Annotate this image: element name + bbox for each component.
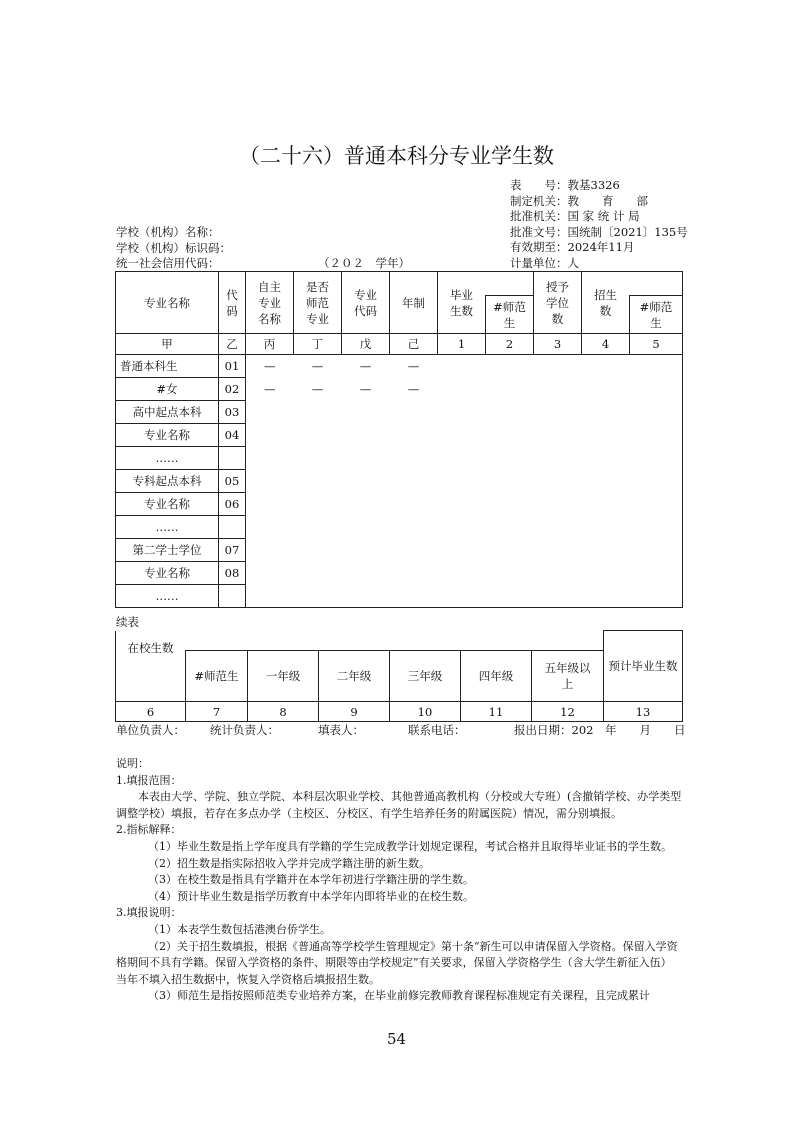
table-row bbox=[116, 378, 683, 401]
data-cell bbox=[438, 493, 486, 516]
major-name-cell: …… bbox=[116, 516, 219, 539]
header-cell: #师范生 bbox=[186, 651, 248, 702]
table-row bbox=[116, 539, 683, 562]
header-row bbox=[116, 272, 683, 296]
header-cell bbox=[116, 640, 186, 702]
data-cell bbox=[390, 470, 438, 493]
data-cell bbox=[582, 585, 630, 608]
index-cell: 2 bbox=[486, 334, 534, 355]
code-cell: 07 bbox=[219, 539, 246, 562]
instruction-paragraph: 3.填报说明： bbox=[116, 906, 182, 920]
table-row bbox=[116, 401, 683, 424]
data-cell bbox=[534, 401, 582, 424]
table-row bbox=[116, 562, 683, 585]
data-cell bbox=[438, 401, 486, 424]
data-cell bbox=[438, 378, 486, 401]
header-cell: 一年级 bbox=[248, 651, 319, 702]
enrollment-table bbox=[115, 630, 683, 722]
header-blank bbox=[486, 272, 534, 296]
data-cell bbox=[486, 493, 534, 516]
instruction-paragraph: （1）毕业生数是指上学年度具有学籍的学生完成教学计划规定课程，考试合格并且取得毕业证书的学生数。 bbox=[148, 839, 672, 853]
major-name-cell: 专业名称 bbox=[116, 562, 219, 585]
header-text-line: 毕业 bbox=[450, 287, 473, 302]
data-cell bbox=[582, 539, 630, 562]
data-cell: — bbox=[311, 359, 324, 374]
code-cell: 08 bbox=[219, 562, 246, 585]
data-cell bbox=[534, 447, 582, 470]
data-cell bbox=[582, 493, 630, 516]
index-cell: 4 bbox=[582, 334, 630, 355]
header-text-line: 招生 bbox=[594, 287, 617, 302]
index-cell: 己 bbox=[390, 334, 438, 355]
instruction-paragraph: （3）师范生是指按照师范类专业培养方案，在毕业前修完教师教育课程标准规定有关课程，且完成累计 bbox=[148, 989, 650, 1003]
index-cell: 11 bbox=[461, 702, 532, 722]
data-cell bbox=[246, 447, 294, 470]
header-cell bbox=[582, 272, 630, 334]
data-cell bbox=[486, 516, 534, 539]
header-text-line: 生 bbox=[503, 315, 516, 330]
data-cell bbox=[246, 585, 294, 608]
data-cell bbox=[390, 424, 438, 447]
instruction-paragraph: （2）招生数是指实际招收入学并完成学籍注册的新生数。 bbox=[148, 856, 430, 870]
header-text-line: 代码 bbox=[354, 303, 377, 318]
credit-code-label: 统一社会信用代码： bbox=[116, 256, 220, 270]
data-cell: — bbox=[311, 382, 324, 396]
data-cell bbox=[294, 562, 342, 585]
data-cell bbox=[438, 562, 486, 585]
table-row bbox=[116, 493, 683, 516]
header-text-line: 数 bbox=[551, 311, 564, 326]
data-cell bbox=[246, 562, 294, 585]
data-cell bbox=[342, 447, 390, 470]
header-row bbox=[116, 631, 683, 651]
table-row bbox=[116, 585, 683, 608]
data-cell bbox=[486, 355, 534, 378]
data-cell bbox=[486, 447, 534, 470]
header-cell bbox=[390, 272, 438, 334]
header-text-line: 生数 bbox=[450, 303, 473, 318]
data-cell bbox=[246, 401, 294, 424]
data-cell bbox=[438, 355, 486, 378]
major-name-cell: 专科起点本科 bbox=[116, 470, 219, 493]
data-cell bbox=[582, 516, 630, 539]
data-cell bbox=[534, 493, 582, 516]
data-cell bbox=[438, 516, 486, 539]
data-cell bbox=[582, 447, 630, 470]
instruction-paragraph: 本表由大学、学院、独立学院、本科层次职业学校、其他普通高教机构（分校或大专班）(含撤销学校、办学类型调整学校）填报，若存在多点办学（主校区、分校区、有学生培养任务的附属医院）情况，需分别填报。 bbox=[116, 790, 682, 820]
major-name-cell: 高中起点本科 bbox=[116, 401, 219, 424]
header-text-line: 授予 bbox=[546, 279, 569, 294]
instructions bbox=[116, 756, 682, 1005]
table-row bbox=[116, 447, 683, 470]
data-cell bbox=[438, 585, 486, 608]
code-cell bbox=[219, 516, 246, 539]
index-row bbox=[116, 702, 683, 722]
major-name-cell: 专业名称 bbox=[116, 424, 219, 447]
header-cell bbox=[534, 272, 582, 334]
data-cell bbox=[342, 401, 390, 424]
index-cell: 1 bbox=[438, 334, 486, 355]
header-blank bbox=[461, 631, 532, 651]
data-cell bbox=[294, 516, 342, 539]
table-row bbox=[116, 355, 683, 378]
data-cell bbox=[486, 539, 534, 562]
header-cell bbox=[630, 296, 683, 334]
header-text-line: 自主 bbox=[258, 279, 281, 294]
data-cell: — bbox=[246, 378, 294, 401]
header-blank bbox=[248, 631, 319, 651]
data-cell bbox=[486, 378, 534, 401]
instruction-paragraph: （1）本表学生数包括港澳台侨学生。 bbox=[148, 922, 331, 936]
data-cell bbox=[630, 493, 683, 516]
data-cell: — bbox=[359, 382, 372, 396]
header-text-line: 年制 bbox=[402, 295, 425, 310]
major-name-cell: 普通本科生 bbox=[116, 355, 219, 378]
data-cell bbox=[438, 424, 486, 447]
maker-agency: 制定机关：教 育 部 bbox=[510, 193, 648, 208]
index-cell: 丙 bbox=[246, 334, 294, 355]
data-cell bbox=[294, 493, 342, 516]
major-name-cell: …… bbox=[116, 585, 219, 608]
header-cell: 五年级以上 bbox=[532, 651, 604, 702]
valid-until: 有效期至：2024年11月 bbox=[510, 240, 635, 254]
data-cell bbox=[294, 424, 342, 447]
data-cell bbox=[246, 516, 294, 539]
index-cell: 12 bbox=[532, 702, 604, 722]
index-cell: 5 bbox=[630, 334, 683, 355]
code-cell: 01 bbox=[219, 355, 246, 378]
data-cell bbox=[342, 585, 390, 608]
index-cell: 乙 bbox=[219, 334, 246, 355]
header-cell: 预计毕业生数 bbox=[604, 631, 683, 702]
major-student-table bbox=[115, 271, 683, 608]
index-cell: 3 bbox=[534, 334, 582, 355]
header-blank bbox=[319, 631, 390, 651]
header-cell bbox=[294, 272, 342, 334]
data-cell: — bbox=[407, 382, 420, 396]
data-cell bbox=[630, 516, 683, 539]
code-cell: 04 bbox=[219, 424, 246, 447]
form-meta-block bbox=[510, 178, 688, 271]
measure-unit: 计量单位：人 bbox=[510, 255, 579, 270]
data-cell bbox=[390, 562, 438, 585]
header-text-line: 师范 bbox=[306, 295, 329, 310]
data-cell bbox=[390, 516, 438, 539]
data-cell bbox=[582, 562, 630, 585]
data-cell bbox=[342, 516, 390, 539]
page-number: 54 bbox=[386, 1030, 407, 1048]
code-cell bbox=[219, 585, 246, 608]
school-code-label: 学校（机构）标识码： bbox=[116, 240, 231, 255]
header-text-line: #师范 bbox=[493, 299, 526, 314]
data-cell bbox=[534, 585, 582, 608]
code-cell: 02 bbox=[219, 378, 246, 401]
data-cell bbox=[486, 562, 534, 585]
school-name-label: 学校（机构）名称： bbox=[116, 225, 220, 239]
data-cell bbox=[582, 378, 630, 401]
data-cell bbox=[630, 424, 683, 447]
page-title: （二十六）普通本科分专业学生数 bbox=[239, 144, 554, 168]
major-name-cell: #女 bbox=[116, 378, 219, 401]
index-cell: 7 bbox=[186, 702, 248, 722]
header-blank bbox=[186, 631, 248, 651]
header-text-line: 生 bbox=[650, 315, 662, 330]
data-cell bbox=[630, 378, 683, 401]
data-cell bbox=[294, 539, 342, 562]
data-cell bbox=[294, 401, 342, 424]
data-cell: — bbox=[246, 355, 294, 378]
data-cell bbox=[390, 585, 438, 608]
data-cell bbox=[486, 470, 534, 493]
index-cell: 6 bbox=[116, 702, 186, 722]
table-number: 表 号：教基3326 bbox=[510, 178, 620, 192]
instruction-paragraph: （2）关于招生数填报，根据《普通高等学校学生管理规定》第十条“新生可以申请保留入学资格。保留入学资格期间不具有学籍。保留入学资格的条件、期限等由学校规定”有关要求，保留入学资格学生（含大学生新征入伍）当年不填入招生数据中，恢复入学资格后填报招生数。 bbox=[116, 939, 678, 986]
header-text-line: 码 bbox=[226, 303, 238, 318]
header-text: 在校生数 bbox=[127, 640, 174, 655]
data-cell bbox=[438, 539, 486, 562]
header-cell: 四年级 bbox=[461, 651, 532, 702]
data-cell bbox=[630, 562, 683, 585]
index-cell: 9 bbox=[319, 702, 390, 722]
data-cell bbox=[630, 470, 683, 493]
index-cell: 甲 bbox=[116, 334, 219, 355]
data-cell bbox=[390, 401, 438, 424]
index-cell: 10 bbox=[390, 702, 461, 722]
header-blank bbox=[532, 631, 604, 651]
header-cell: 三年级 bbox=[390, 651, 461, 702]
instruction-paragraph: 1.填报范围： bbox=[116, 773, 182, 787]
code-cell: 06 bbox=[219, 493, 246, 516]
major-name-cell: 第二学士学位 bbox=[116, 539, 219, 562]
filler-label: 填表人： bbox=[318, 723, 364, 737]
phone-label: 联系电话： bbox=[408, 723, 466, 737]
header-cell bbox=[219, 272, 246, 334]
table-row bbox=[116, 470, 683, 493]
header-text-line: 专业名称 bbox=[144, 295, 190, 310]
data-cell bbox=[582, 424, 630, 447]
instruction-paragraph: 说明： bbox=[116, 757, 149, 770]
data-cell bbox=[342, 493, 390, 516]
data-cell bbox=[582, 470, 630, 493]
approval-agency: 批准机关：国 家 统 计 局 bbox=[510, 209, 640, 223]
code-cell: 05 bbox=[219, 470, 246, 493]
data-cell bbox=[534, 516, 582, 539]
code-cell bbox=[219, 447, 246, 470]
report-date-label: 报出日期：202 年 月 日 bbox=[514, 723, 686, 737]
data-cell bbox=[582, 401, 630, 424]
data-cell bbox=[246, 424, 294, 447]
index-cell: 戊 bbox=[342, 334, 390, 355]
data-cell: — bbox=[359, 359, 372, 374]
data-cell bbox=[294, 585, 342, 608]
school-year-label: （２０２ 学年） bbox=[318, 256, 410, 270]
data-cell bbox=[294, 470, 342, 493]
data-cell bbox=[630, 539, 683, 562]
data-cell bbox=[486, 401, 534, 424]
instruction-paragraph: （4）预计毕业生数是指学历教育中本学年内即将毕业的在校生数。 bbox=[148, 889, 474, 903]
header-text-line: 名称 bbox=[258, 311, 281, 326]
data-cell bbox=[486, 424, 534, 447]
header-blank bbox=[630, 272, 683, 296]
data-cell bbox=[534, 539, 582, 562]
header-cell bbox=[116, 272, 219, 334]
data-cell bbox=[486, 585, 534, 608]
data-cell bbox=[630, 401, 683, 424]
data-cell bbox=[534, 378, 582, 401]
data-cell bbox=[534, 355, 582, 378]
data-cell bbox=[246, 470, 294, 493]
data-cell bbox=[534, 562, 582, 585]
header-text-line: 代 bbox=[226, 287, 238, 302]
data-cell bbox=[630, 585, 683, 608]
header-cell bbox=[342, 272, 390, 334]
index-cell: 8 bbox=[248, 702, 319, 722]
header-cell bbox=[246, 272, 294, 334]
data-cell bbox=[342, 539, 390, 562]
data-cell bbox=[342, 424, 390, 447]
header-cell bbox=[486, 296, 534, 334]
data-cell: — bbox=[407, 359, 420, 374]
header-row-sub bbox=[116, 651, 683, 702]
header-cell: 二年级 bbox=[319, 651, 390, 702]
header-text-line: 专业 bbox=[306, 311, 329, 326]
table-row bbox=[116, 516, 683, 539]
header-text-line: #师范 bbox=[639, 299, 673, 314]
stat-head-label: 统计负责人： bbox=[210, 723, 279, 737]
major-name-cell: …… bbox=[116, 447, 219, 470]
instruction-paragraph: （3）在校生数是指具有学籍并在本学年初进行学籍注册的学生数。 bbox=[148, 873, 474, 887]
table-row bbox=[116, 424, 683, 447]
major-name-cell: 专业名称 bbox=[116, 493, 219, 516]
data-cell bbox=[630, 447, 683, 470]
code-cell: 03 bbox=[219, 401, 246, 424]
school-info-block bbox=[116, 225, 231, 272]
data-cell bbox=[342, 562, 390, 585]
data-cell bbox=[342, 470, 390, 493]
header-text-line: 专业 bbox=[258, 295, 281, 310]
data-cell bbox=[294, 447, 342, 470]
data-cell bbox=[582, 355, 630, 378]
unit-head-label: 单位负责人： bbox=[116, 723, 185, 737]
header-text-line: 数 bbox=[599, 303, 612, 318]
data-cell bbox=[390, 447, 438, 470]
header-blank bbox=[390, 631, 461, 651]
index-cell: 13 bbox=[604, 702, 683, 722]
data-cell bbox=[630, 355, 683, 378]
data-cell bbox=[438, 447, 486, 470]
header-text-line: 是否 bbox=[306, 279, 329, 294]
instruction-paragraph: 2.指标解释： bbox=[116, 823, 182, 837]
data-cell bbox=[390, 493, 438, 516]
header-text-line: 学位 bbox=[546, 295, 569, 310]
continued-label: 续表 bbox=[116, 615, 139, 629]
approval-number: 批准文号：国统制〔2021〕135号 bbox=[510, 224, 688, 239]
header-cell bbox=[438, 272, 486, 334]
index-row bbox=[116, 334, 683, 355]
data-cell bbox=[246, 493, 294, 516]
data-cell bbox=[438, 470, 486, 493]
index-cell: 丁 bbox=[294, 334, 342, 355]
header-text-line: 专业 bbox=[354, 287, 377, 302]
data-cell bbox=[390, 539, 438, 562]
data-cell bbox=[246, 539, 294, 562]
data-cell bbox=[534, 470, 582, 493]
data-cell bbox=[534, 424, 582, 447]
